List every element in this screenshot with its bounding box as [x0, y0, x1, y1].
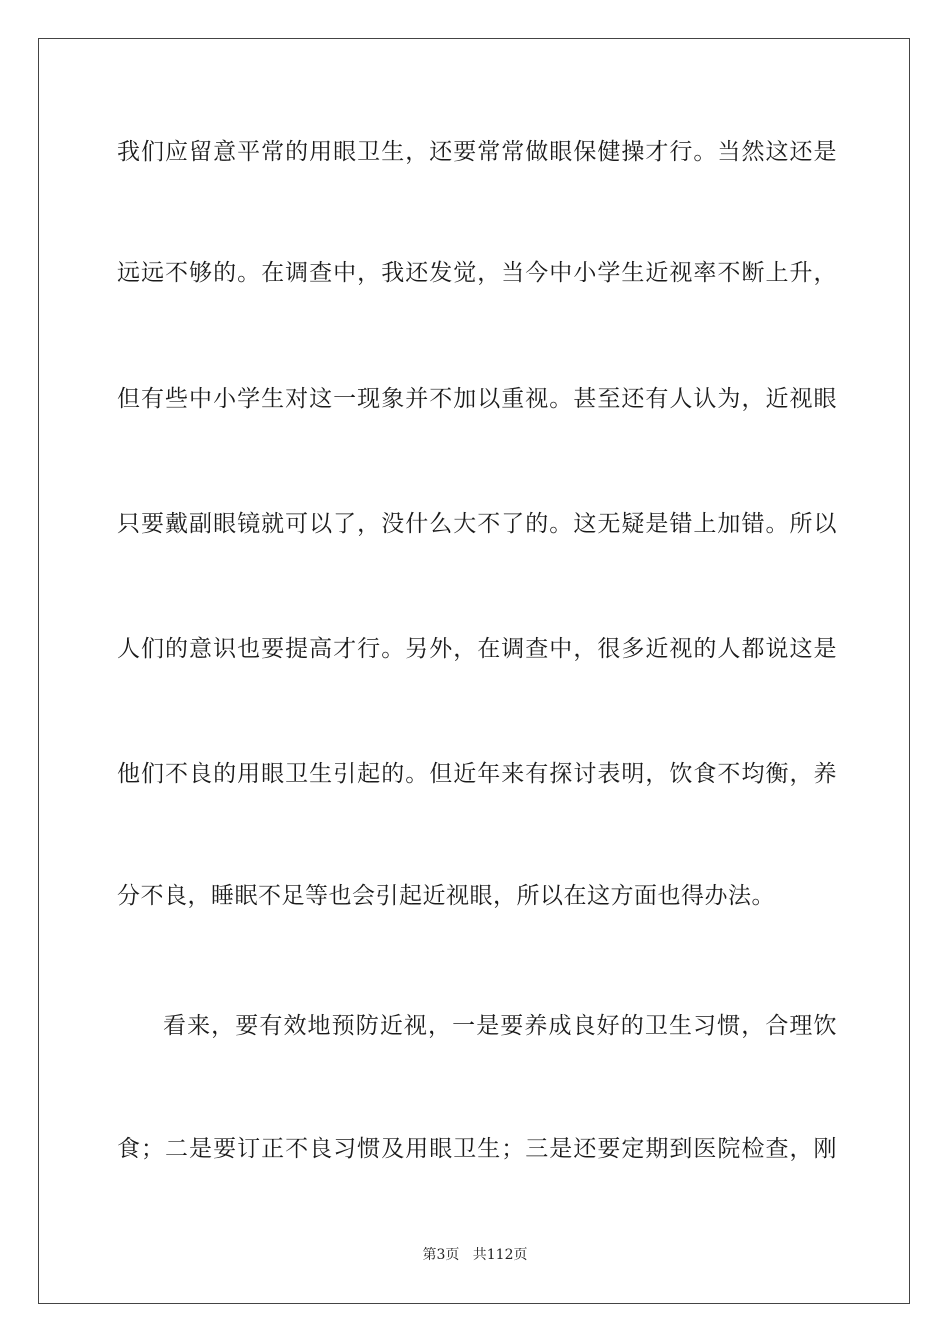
body-text-line: 远远不够的。在调查中，我还发觉，当今中小学生近视率不断上升， — [117, 260, 837, 286]
body-text-line: 我们应留意平常的用眼卫生，还要常常做眼保健操才行。当然这还是 — [117, 139, 837, 165]
body-text-line: 只要戴副眼镜就可以了，没什么大不了的。这无疑是错上加错。所以 — [117, 511, 837, 537]
body-text-line: 人们的意识也要提高才行。另外，在调查中，很多近视的人都说这是 — [117, 636, 837, 662]
body-text-line: 但有些中小学生对这一现象并不加以重视。甚至还有人认为，近视眼 — [117, 386, 837, 412]
paragraph-first-line: 看来，要有效地预防近视，一是要养成良好的卫生习惯，合理饮 — [163, 1013, 837, 1039]
body-text-line: 食；二是要订正不良习惯及用眼卫生；三是还要定期到医院检查，刚 — [117, 1136, 837, 1162]
body-text-line: 他们不良的用眼卫生引起的。但近年来有探讨表明，饮食不均衡，养 — [117, 761, 837, 787]
body-text-line: 分不良，睡眠不足等也会引起近视眼，所以在这方面也得办法。 — [117, 883, 775, 909]
page-border — [38, 38, 910, 1304]
page-number-footer: 第3页 共112页 — [422, 1247, 528, 1263]
